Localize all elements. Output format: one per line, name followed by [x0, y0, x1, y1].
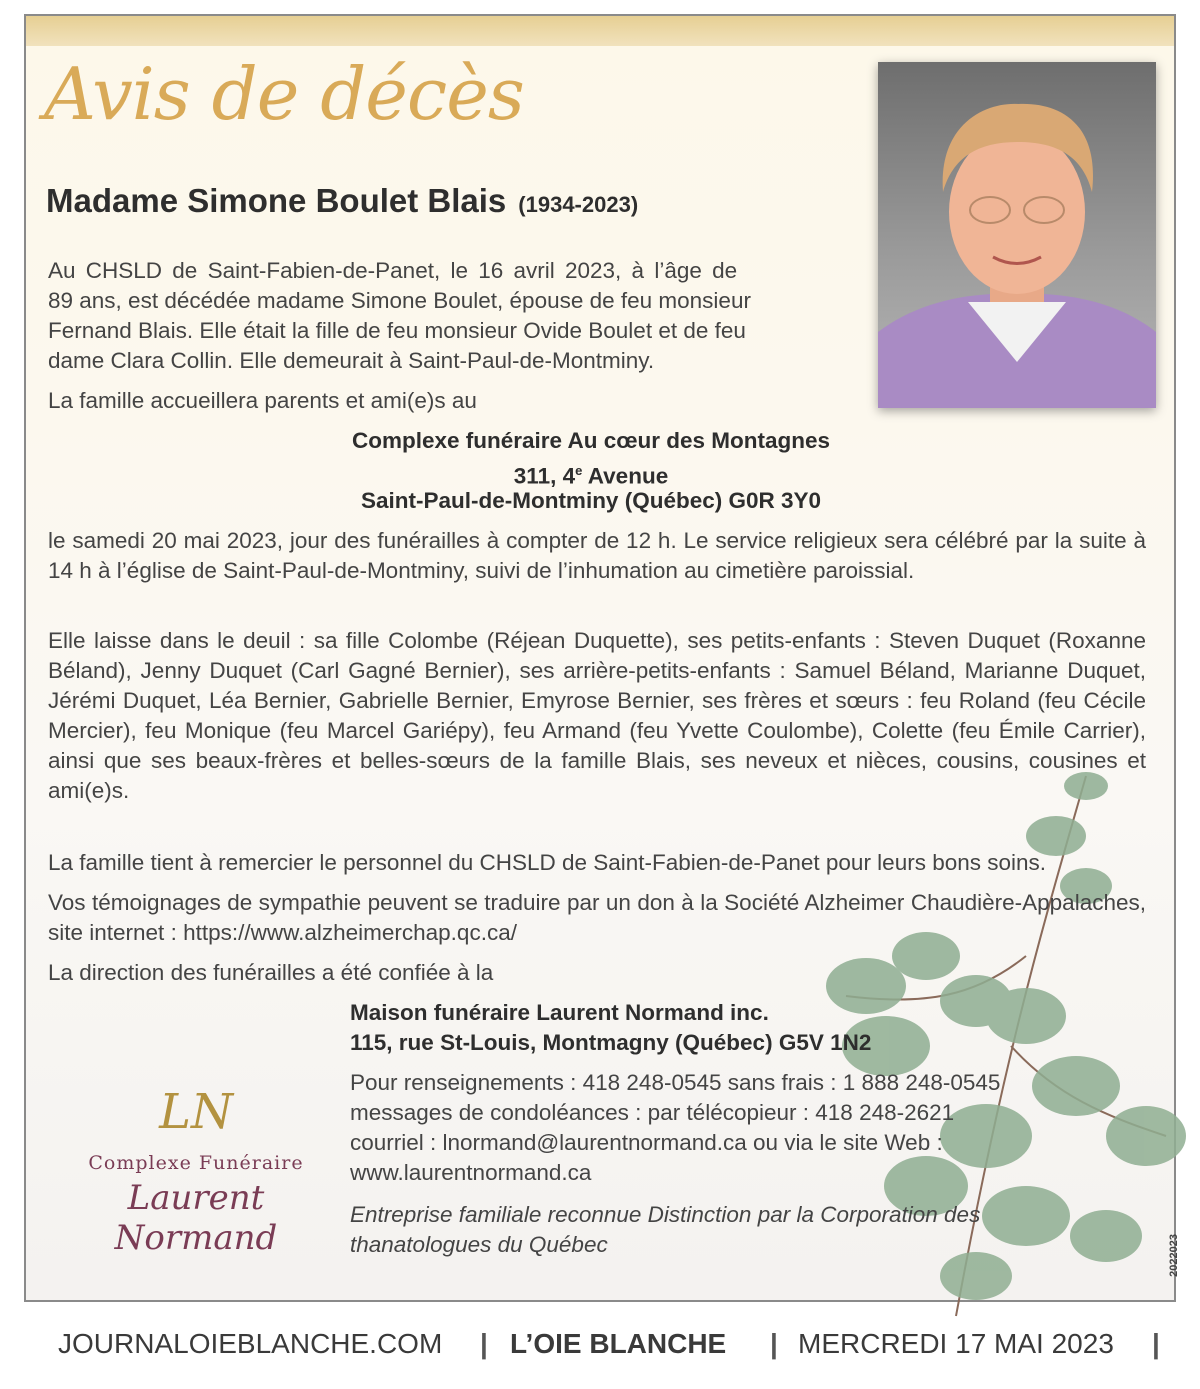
- footer-date: MERCREDI 17 MAI 2023: [798, 1328, 1114, 1359]
- ad-code: 2022023: [1168, 1234, 1180, 1277]
- page-footer: [0, 1312, 1200, 1372]
- funeral-home-logo: [46, 1064, 346, 1264]
- portrait-photo: [878, 62, 1156, 408]
- intro-line: 89 ans, est décédée madame Simone Boulet, épouse de feu monsieur: [48, 288, 751, 313]
- funeral-home-website: www.laurentnormand.ca: [350, 1160, 592, 1185]
- funeral-home-address: 115, rue St-Louis, Montmagny (Québec) G5V 1N2: [350, 1030, 872, 1055]
- footer-paper: L’OIE BLANCHE: [510, 1328, 727, 1359]
- venue-address-number: 311, 4: [513, 463, 576, 489]
- funeral-home-phone: Pour renseignements : 418 248-0545 sans frais : 1 888 248-0545: [350, 1070, 1001, 1095]
- venue-address-sup: e: [575, 463, 583, 478]
- funeral-home-name: Maison funéraire Laurent Normand inc.: [350, 1000, 769, 1025]
- top-gold-bar: [26, 16, 1174, 46]
- venue-address-street: Avenue: [582, 463, 669, 489]
- footer-separator: |: [1152, 1328, 1160, 1359]
- venue-city: Saint-Paul-de-Montminy (Québec) G0R 3Y0: [360, 488, 822, 513]
- family-paragraph: Elle laisse dans le deuil : sa fille Colombe (Réjean Duquette), ses petits-enfants : Steven Duquet (Roxanne Béland), Jenny Duquet (Carl Gagné Bernier), ses arrière-petits-enfants : Samuel Béland, Marianne Duquet, Jérémi Duquet, Léa Bernier, Gabrielle Bernier, Emyrose Bernier, ses frères et sœurs : feu Roland (feu Cécile Mercier), feu Monique (feu Marcel Gariépy), feu Armand (feu Yvette Coulombe), Colette (feu Émile Carrier), ainsi que ses beaux-frères et belles-sœurs de la famille Blais, ses neveux et nièces, cousins, cousines et ami(e)s.: [48, 628, 1146, 803]
- deceased-name-text: Madame Simone Boulet Blais: [46, 182, 507, 219]
- funeral-home-tagline: Entreprise familiale reconnue Distinction par la Corporation des: [350, 1202, 981, 1227]
- deceased-name: [46, 182, 638, 220]
- reception-intro: La famille accueillera parents et ami(e)s au: [48, 388, 477, 413]
- notice-heading: Avis de décès: [44, 52, 524, 136]
- logo-line1: Complexe Funéraire: [88, 1152, 304, 1174]
- intro-paragraph: [48, 256, 856, 376]
- service-paragraph: le samedi 20 mai 2023, jour des funérailles à compter de 12 h. Le service religieux sera célébré par la suite à 14 h à l’église de Saint-Paul-de-Montminy, suivi de l’inhumation au cimetière paroissial.: [48, 528, 1146, 583]
- funeral-home-tagline: thanatologues du Québec: [350, 1232, 608, 1257]
- funeral-home-fax: messages de condoléances : par télécopieur : 418 248-2621: [350, 1100, 955, 1125]
- funeral-home-email: courriel : lnormand@laurentnormand.ca ou via le site Web :: [350, 1130, 943, 1155]
- venue-name: Complexe funéraire Au cœur des Montagnes: [351, 428, 830, 453]
- footer-site: JOURNALOIEBLANCHE.COM: [58, 1328, 443, 1359]
- direction-paragraph: La direction des funérailles a été confiée à la: [48, 960, 494, 985]
- footer-separator: |: [480, 1328, 488, 1359]
- intro-line: dame Clara Collin. Elle demeurait à Saint-Paul-de-Montminy.: [48, 348, 655, 373]
- obituary-frame: [24, 14, 1180, 1302]
- logo-line2: Laurent Normand: [114, 1178, 278, 1258]
- logo-monogram: LN: [159, 1084, 233, 1140]
- donation-paragraph: Vos témoignages de sympathie peuvent se traduire par un don à la Société Alzheimer Chaudière-Appalaches, site internet : https://www.alzheimerchap.qc.ca/: [48, 890, 1146, 945]
- intro-line: Au CHSLD de Saint-Fabien-de-Panet, le 16 avril 2023, à l’âge de: [48, 258, 738, 283]
- deceased-years: (1934-2023): [518, 192, 639, 217]
- intro-line: Fernand Blais. Elle était la fille de feu monsieur Ovide Boulet et de feu: [48, 318, 746, 343]
- footer-separator: |: [770, 1328, 778, 1359]
- thanks-paragraph: La famille tient à remercier le personnel du CHSLD de Saint-Fabien-de-Panet pour leurs bons soins.: [48, 850, 1047, 875]
